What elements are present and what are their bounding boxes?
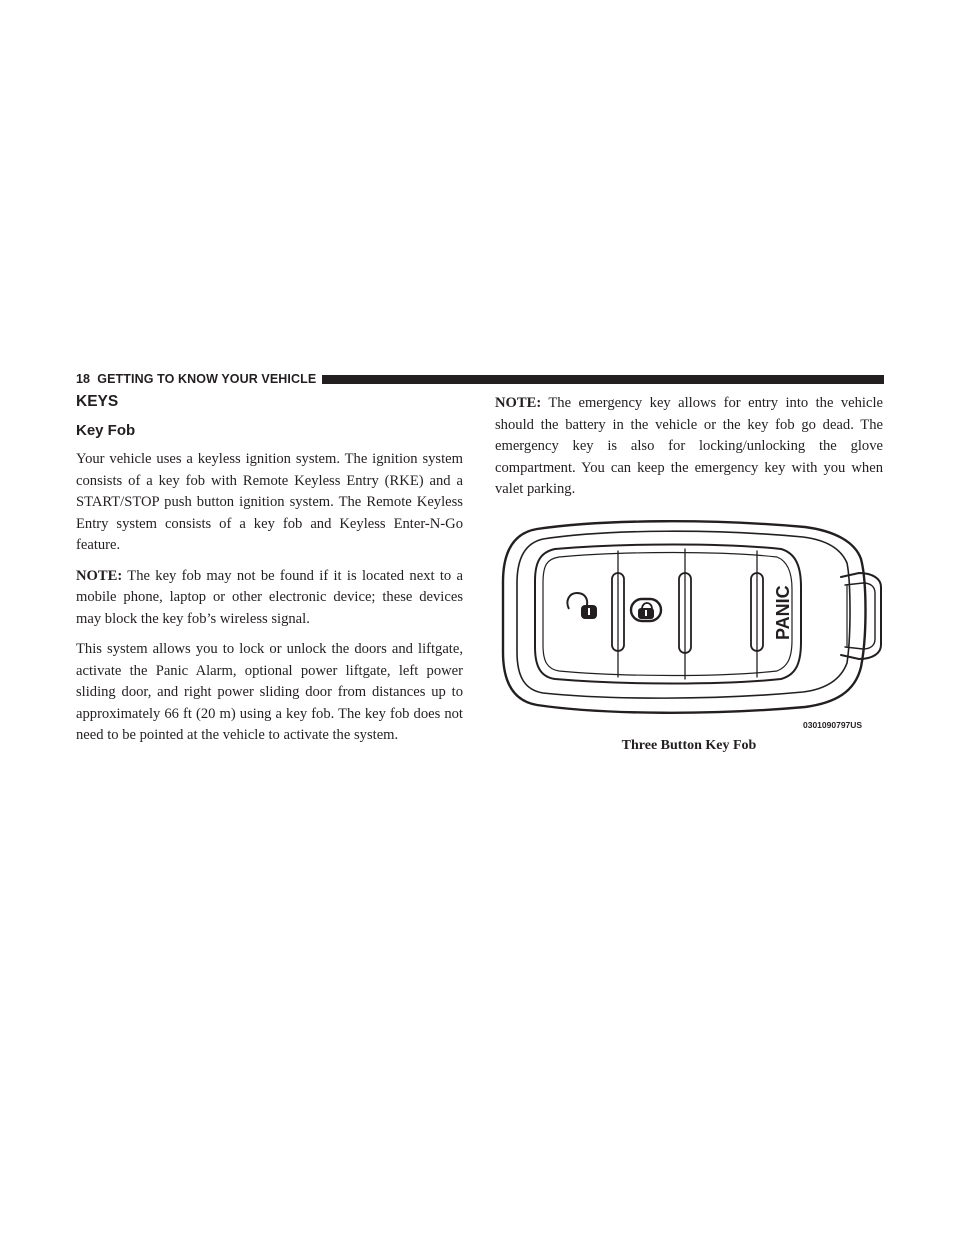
chapter-title: GETTING TO KNOW YOUR VEHICLE — [97, 372, 317, 386]
figure-caption: Three Button Key Fob — [621, 738, 757, 753]
note-label: NOTE: — [76, 567, 123, 584]
section-title: KEYS — [76, 393, 119, 410]
fob-button-panel — [535, 545, 801, 684]
note-label: NOTE: — [495, 395, 542, 411]
unlock-icon — [567, 593, 597, 619]
key-fob-illustration — [495, 517, 883, 717]
intro-paragraph: Your vehicle uses a keyless ignition system. The ignition system consists of a key fob with Remote Keyless Entry (RKE) and a START/STOP push button ignition system. The Remote Keyless Entry system consists of a key fob and Keyless Enter-N-Go feature. — [76, 451, 463, 553]
header-rule — [322, 375, 884, 384]
panic-label: PANIC — [773, 585, 793, 640]
page-header — [76, 371, 884, 387]
page-number: 18 — [76, 372, 91, 386]
note-text: The key fob may not be found if it is located next to a mobile phone, laptop or other electronic device; these devices may block the key fob’s wireless signal. — [76, 567, 464, 627]
lock-icon — [631, 599, 661, 621]
subsection-title: Key Fob — [76, 422, 136, 439]
range-paragraph: This system allows you to lock or unlock the doors and liftgate, activate the Panic Alarm, optional power liftgate, left power sliding door, and right power sliding door from distances up to approximately 66 ft (20 m) using a key fob. The key fob does not need to be pointed at the vehicle to activate the system. — [76, 641, 463, 743]
note-paragraph-2 — [495, 393, 883, 501]
right-column — [495, 393, 883, 510]
left-column — [76, 393, 463, 756]
page-header-text — [76, 372, 316, 386]
note-text: The emergency key allows for entry into the vehicle should the battery in the vehicle or the key fob go dead. The emergency key is also for locking/unlocking the glove compartment. You can keep the emergency key with you when valet parking. — [495, 395, 883, 497]
figure-code: 0301090797US — [803, 720, 863, 730]
key-fob-figure — [495, 517, 883, 717]
note-paragraph-1 — [76, 566, 463, 631]
